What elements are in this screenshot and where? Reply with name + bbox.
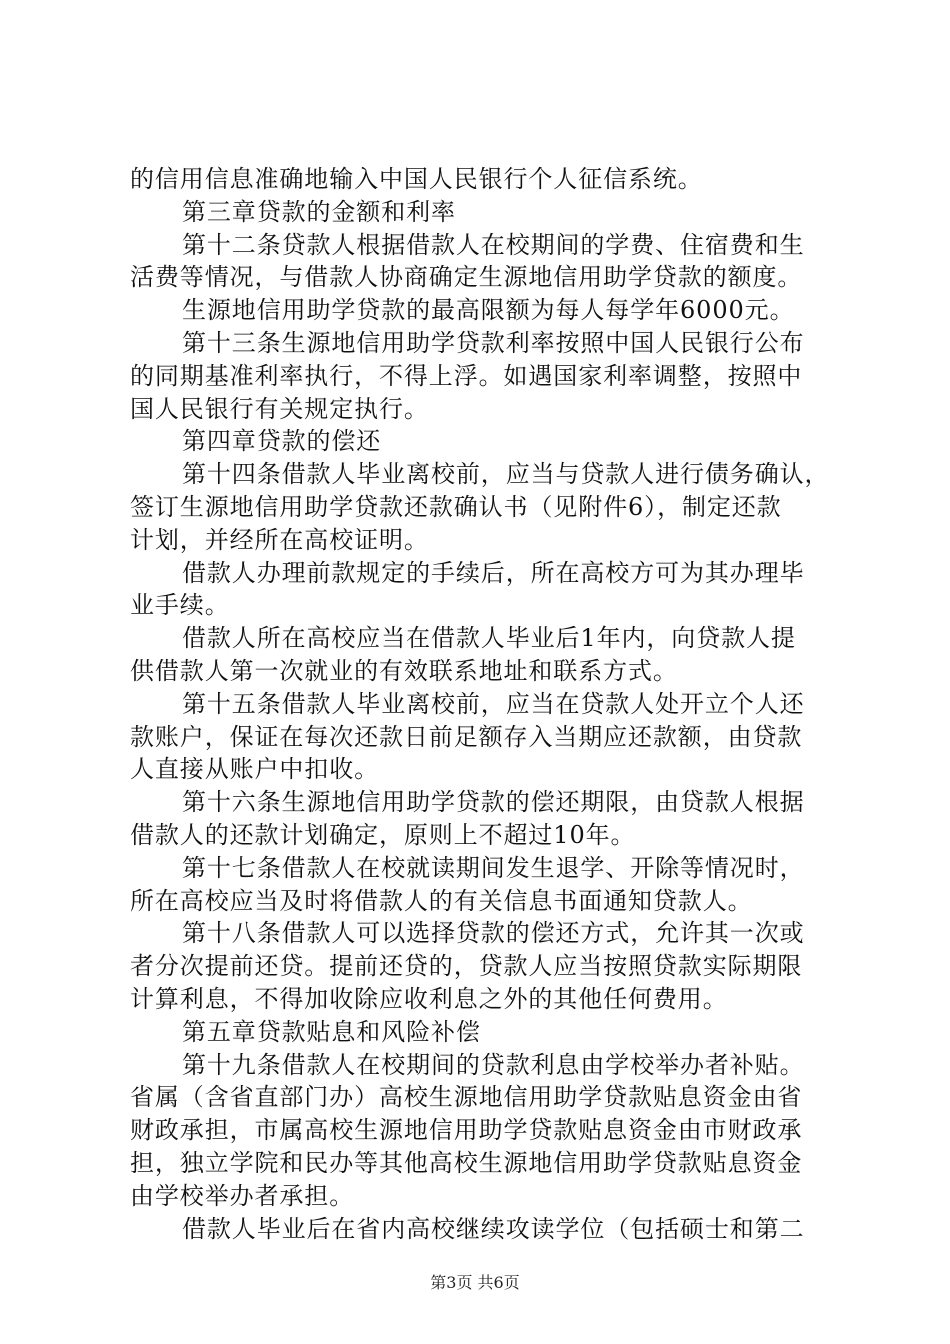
document-body [130,163,830,1245]
text-line: 人直接从账户中扣收。 [130,755,379,784]
text-line: 活费等情况，与借款人协商确定生源地信用助学贷款的额度。 [130,263,803,292]
text-line: 所在高校应当及时将借款人的有关信息书面通知贷款人。 [130,886,753,915]
text-line: 第十六条生源地信用助学贷款的偿还期限，由贷款人根据 [182,788,805,817]
text-line: 者分次提前还贷。提前还贷的，贷款人应当按照贷款实际期限 [130,952,803,981]
page-footer: 第3页 共6页 [430,1273,520,1292]
text-line: 第十五条借款人毕业离校前，应当在贷款人处开立个人还 [182,689,805,718]
text-line: 第十九条借款人在校期间的贷款利息由学校举办者补贴。 [182,1050,805,1079]
text-line: 财政承担，市属高校生源地信用助学贷款贴息资金由市财政承 [130,1116,803,1145]
text-line: 签订生源地信用助学贷款还款确认书（见附件6），制定还款 [130,492,782,521]
text-line: 的同期基准利率执行，不得上浮。如遇国家利率调整，按照中 [130,361,803,390]
text-line: 第十八条借款人可以选择贷款的偿还方式，允许其一次或 [182,919,805,948]
text-line: 业手续。 [130,591,230,620]
text-line: 第三章贷款的金额和利率 [182,197,456,226]
text-line: 担，独立学院和民办等其他高校生源地信用助学贷款贴息资金 [130,1148,803,1177]
text-line: 借款人毕业后在省内高校继续攻读学位（包括硕士和第二 [182,1214,805,1243]
text-line: 款账户，保证在每次还款日前足额存入当期应还款额，由贷款 [130,722,803,751]
text-line: 第十二条贷款人根据借款人在校期间的学费、住宿费和生 [182,230,805,259]
text-line: 由学校举办者承担。 [130,1181,355,1210]
text-line: 第十三条生源地信用助学贷款利率按照中国人民银行公布 [182,328,805,357]
text-line: 供借款人第一次就业的有效联系地址和联系方式。 [130,656,678,685]
text-line: 生源地信用助学贷款的最高限额为每人每学年6000元。 [182,296,795,325]
text-line: 第十四条借款人毕业离校前，应当与贷款人进行债务确认， [182,460,830,489]
text-line: 第十七条借款人在校就读期间发生退学、开除等情况时， [182,853,805,882]
text-line: 借款人所在高校应当在借款人毕业后1年内，向贷款人提 [182,624,796,653]
text-line: 国人民银行有关规定执行。 [130,394,429,423]
text-line: 省属（含省直部门办）高校生源地信用助学贷款贴息资金由省 [130,1083,803,1112]
text-line: 的信用信息准确地输入中国人民银行个人征信系统。 [130,165,703,193]
text-line: 第五章贷款贴息和风险补偿 [182,1017,481,1046]
text-line: 计划，并经所在高校证明。 [130,525,429,554]
text-line: 第四章贷款的偿还 [182,427,382,456]
text-line: 借款人的还款计划确定，原则上不超过10年。 [130,820,636,849]
text-line: 计算利息，不得加收除应收利息之外的其他任何费用。 [130,984,728,1013]
text-line: 借款人办理前款规定的手续后，所在高校方可为其办理毕 [182,558,805,587]
